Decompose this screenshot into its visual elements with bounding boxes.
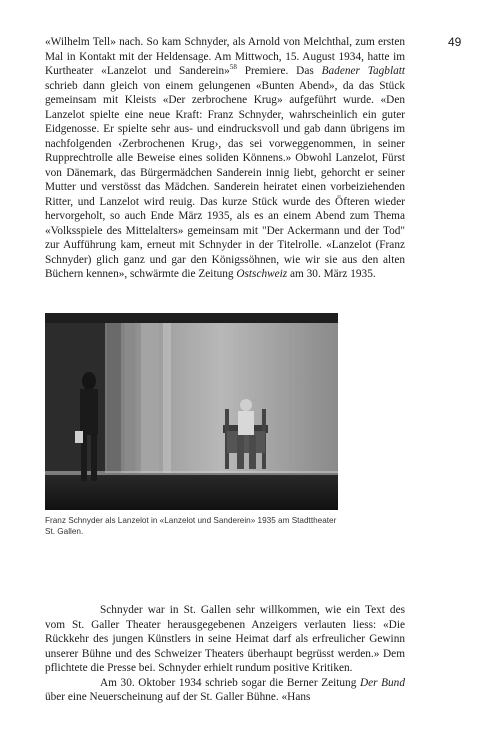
newspaper-title: Badener Tagblatt	[321, 65, 406, 77]
stage-photo-illustration	[45, 313, 338, 510]
text-run: schrieb dann gleich von einem gelungenen «Bunten Abend», da das Stück gemeinsam mit Kleists «Der zerbrochene Krug» aufgeführt wurde. «Den Lanzelot spielte eine neue Kraft: Franz Schnyder, wahrscheinlich ein guter Eidgenosse. Er spielte sehr aus- und eindrucksvoll und gab dann übrigens im nachfolgenden ‹Zerbrochenen Krug›, das sei vorweggenommen, in seiner Rupprechtrolle alle Beweise eines soliden Könnens.» Obwohl Lanzelot, Fürst von Dänemark, das Bürgermädchen Sanderein innig liebt, gehorcht er seiner Mutter und verstösst das Mädchen. Sanderein heiratet einen vorbeiziehenden Ritter, und Lanzelot wird reuig. Das kurze Stück wurde des Öfteren wieder hervorgeholt, so auch Ende März 1935, als es an einem Abend zum Thema «Volksspiele des Mittelalters» gemeinsam mit "Der Ackermann und der Tod" zur Aufführung kam, erneut mit Schnyder in der Titelrolle. «Lanzelot (Franz Schnyder) glich ganz und gar den Königssöhnen, wie wir sie aus den alten Büchern kennen», schwärmte die Zeitung	[45, 79, 405, 280]
text-run: am 30. März 1935.	[287, 268, 376, 280]
text-run: über eine Neuerscheinung auf der St. Galler Bühne. «Hans	[45, 691, 311, 703]
text-run: «Wilhelm Tell» nach. So kam Schnyder, als Arnold von Melchthal, zum ersten Mal in Kontakt mit der Heldensage. Am Mittwoch, 15. August 1934, hatte im Kurtheater «Lanzelot und Sanderein»	[45, 36, 405, 77]
photo-caption: Franz Schnyder als Lanzelot in «Lanzelot und Sanderein» 1935 am Stadttheater St. Gallen.	[45, 516, 337, 536]
body-text-top	[45, 35, 405, 282]
body-text-bottom	[45, 603, 405, 705]
footnote-marker[interactable]: 58	[229, 63, 237, 72]
stage-photo	[45, 313, 338, 510]
newspaper-title: Ostschweiz	[236, 268, 288, 280]
text-run: Premiere. Das	[236, 65, 322, 77]
newspaper-title: Der Bund	[359, 676, 405, 689]
paragraph	[45, 35, 405, 282]
text-run: Am 30. Oktober 1934 schrieb sogar die Berner Zeitung	[100, 676, 360, 689]
paragraph: Schnyder war in St. Gallen sehr willkommen, wie ein Text des vom St. Galler Theater herausgegebenen Anzeigers verlauten liess: «Die Rückkehr des jungen Künstlers in seine Heimat darf als erfreulicher Gewinn unserer Bühne und des Schweizer Theaters überhaupt begrüsst werden.» Dem pflichtete die Presse bei. Schnyder erhielt rundum positive Kritiken.	[45, 604, 405, 674]
paragraph	[45, 676, 405, 705]
page-number: 49	[448, 35, 462, 49]
